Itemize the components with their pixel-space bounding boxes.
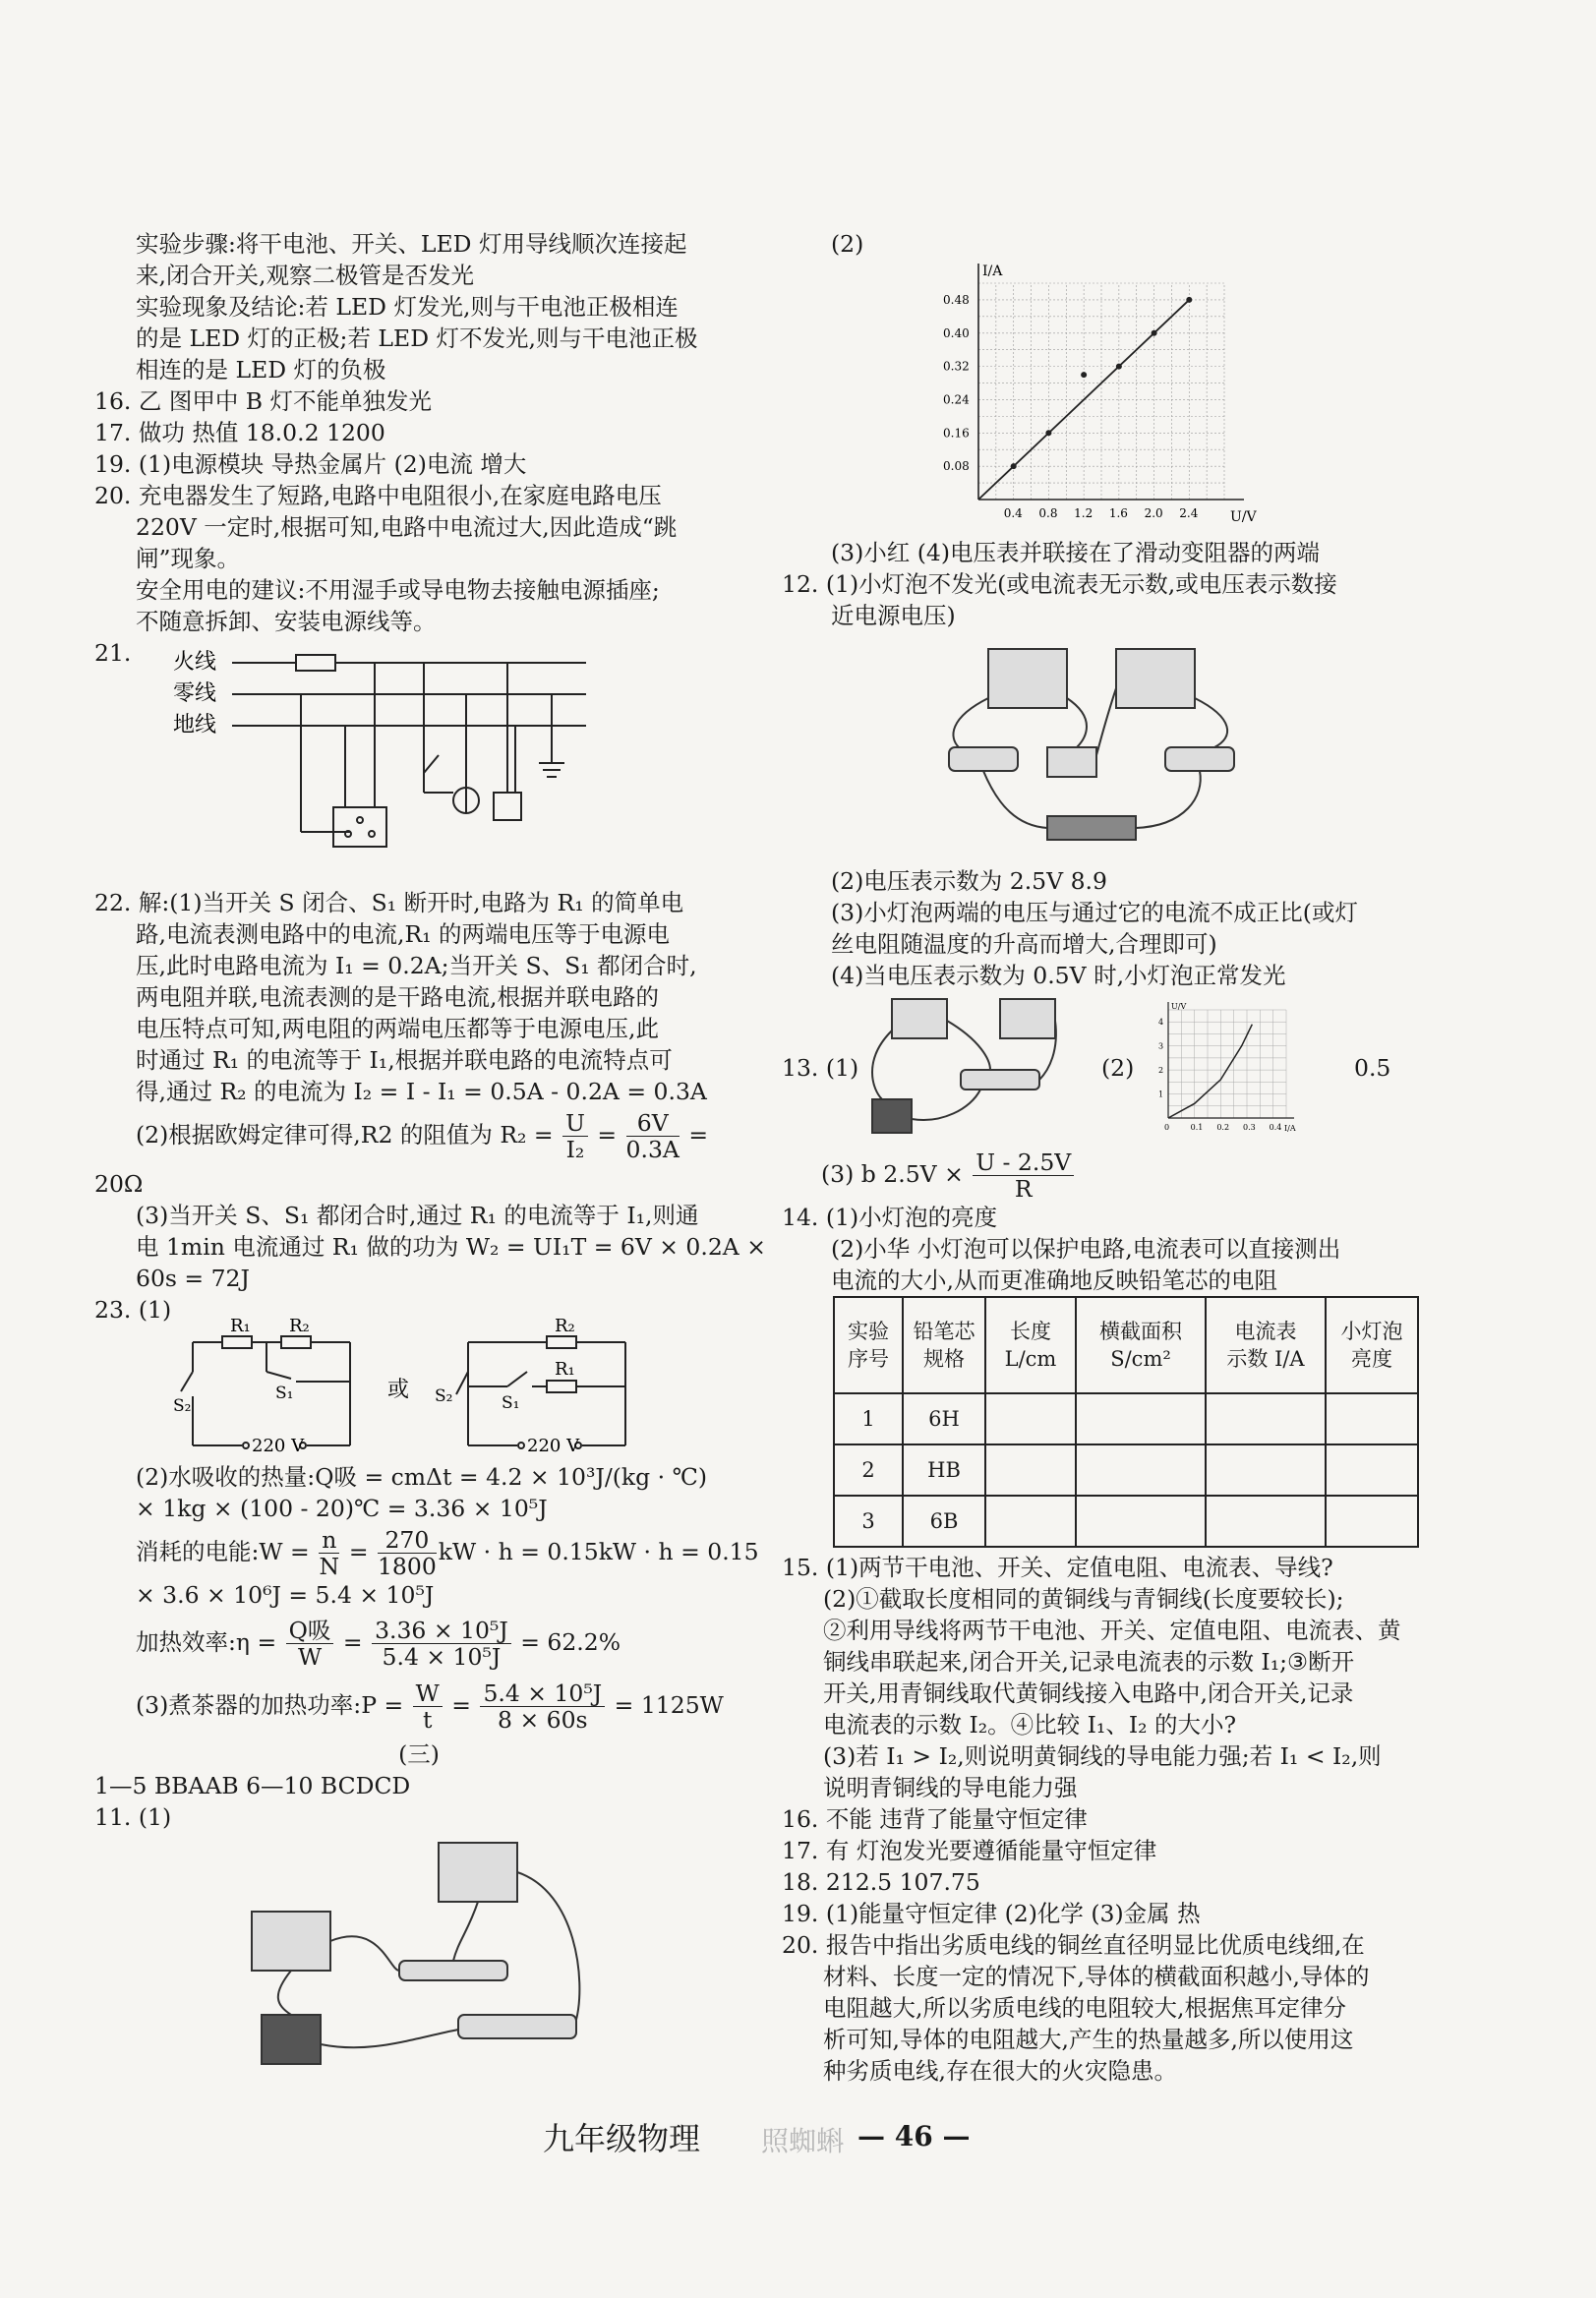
x-tick-label: 2.0 xyxy=(1144,506,1163,520)
energy-formula: 消耗的电能:W = $\frac{n}{N}$ = $\frac{270}{1800}$ kW · h = 0.15kW · h = 0.15 xyxy=(136,1526,759,1580)
text-line: 近电源电压) xyxy=(831,602,956,629)
voltage-current-chart xyxy=(1151,995,1298,1135)
r1-label: R₁ xyxy=(230,1318,251,1336)
data-point xyxy=(1011,463,1017,469)
r2-label: R₂ xyxy=(289,1318,310,1336)
table-row: 2 HB xyxy=(834,1444,1418,1496)
answer-22: 22. 解:(1)当开关 S 闭合、S₁ 断开时,电路为 R₁ 的简单电 xyxy=(94,889,684,916)
s2-label: S₂ xyxy=(435,1386,453,1406)
answer-17: 17. 做功 热值 18.0.2 1200 xyxy=(94,419,385,446)
header-area: 横截面积 S/cm² xyxy=(1076,1297,1206,1393)
r1-label: R₁ xyxy=(555,1359,575,1380)
header-brightness: 小灯泡 亮度 xyxy=(1326,1297,1418,1393)
wiring-diagram xyxy=(153,645,704,861)
answer-13-2-value: 0.5 xyxy=(1354,1054,1391,1082)
text-line: 60s = 72J xyxy=(136,1265,250,1292)
table-row: 1 6H xyxy=(834,1393,1418,1444)
header-length: 长度 L/cm xyxy=(985,1297,1076,1393)
formula-13-3: (3) b 2.5V × $\frac{U - 2.5V}{R}$ xyxy=(821,1147,1421,1202)
text-line: 220V 一定时,根据可知,电路中电流过大,因此造成“跳 xyxy=(136,513,678,541)
y-tick-label: 0.32 xyxy=(943,359,970,374)
data-point xyxy=(1045,430,1051,436)
text-line: 丝电阻随温度的升高而增大,合理即可) xyxy=(831,930,1217,958)
y-tick-label: 0.40 xyxy=(943,325,970,340)
x-tick-label: 0.2 xyxy=(1216,1123,1230,1132)
table-header-row xyxy=(834,1297,1418,1393)
s2-label: S₂ xyxy=(173,1396,192,1416)
text-line: (2)电压表示数为 2.5V 8.9 xyxy=(831,867,1107,895)
text-line: 时通过 R₁ 的电流等于 I₁,根据并联电路的电流特点可 xyxy=(136,1046,673,1074)
answer-14: 14. (1)小灯泡的亮度 xyxy=(782,1204,998,1231)
bleed-through-text: 照蜘蝌 xyxy=(761,2125,845,2157)
text-line: (3)若 I₁ > I₂,则说明黄铜线的导电能力强;若 I₁ < I₂,则 xyxy=(823,1742,1382,1770)
apparatus-photo-13 xyxy=(862,991,1059,1139)
or-label: 或 xyxy=(387,1378,410,1402)
live-wire-label: 火线 xyxy=(173,650,217,675)
text-line: 闸”现象。 xyxy=(136,545,241,572)
x-tick-label: 1.2 xyxy=(1074,506,1094,520)
s1-label: S₁ xyxy=(275,1384,294,1403)
answer-17: 17. 有 灯泡发光要遵循能量守恒定律 xyxy=(782,1837,1157,1864)
text-line: 得,通过 R₂ 的电流为 I₂ = I - I₁ = 0.5A - 0.2A = 0.3A xyxy=(136,1078,707,1105)
answer-12: 12. (1)小灯泡不发光(或电流表无示数,或电压表示数接 xyxy=(782,570,1337,598)
text-line: × 1kg × (100 - 20)℃ = 3.36 × 10⁵J xyxy=(136,1495,548,1522)
text-line: 电压特点可知,两电阻的两端电压都等于电源电压,此 xyxy=(136,1015,659,1042)
s1-label: S₁ xyxy=(502,1393,520,1413)
x-tick-label: 0.4 xyxy=(1003,506,1023,520)
text-line: 电流表的示数 I₂。④比较 I₁、I₂ 的大小? xyxy=(823,1711,1237,1738)
ohm-formula: (2)根据欧姆定律可得,R2 的阻值为 R₂ = $\frac{U}{\text{I₂}}$ = $\frac{6V}{0.3A}$ = xyxy=(136,1109,709,1163)
answer-21-label: 21. xyxy=(94,639,132,667)
answer-19: 19. (1)能量守恒定律 (2)化学 (3)金属 热 xyxy=(782,1900,1201,1927)
text-line: 相连的是 LED 灯的负极 xyxy=(136,356,386,383)
voltage-label: 220 V xyxy=(252,1436,305,1455)
meters-photo xyxy=(939,639,1273,855)
apparatus-photo xyxy=(232,1833,645,2079)
text-line: (2)水吸收的热量:Q吸 = cmΔt = 4.2 × 10³J/(kg · ℃) xyxy=(136,1463,708,1491)
header-trial: 实验 序号 xyxy=(834,1297,903,1393)
text-line: 电 1min 电流通过 R₁ 做的功为 W₂ = UI₁T = 6V × 0.2A × xyxy=(136,1233,766,1261)
y-tick-label: 2 xyxy=(1158,1066,1164,1076)
text-line: 铜线串联起来,闭合开关,记录电流表的示数 I₁;③断开 xyxy=(823,1648,1355,1676)
efficiency-formula: 加热效率:η = $\frac{\text{Q吸}}{W}$ = $\frac{\text{3.36 × 10⁵J}}{\text{5.4 × 10⁵J}}$ = 62.2% xyxy=(136,1617,621,1671)
text-line: × 3.6 × 10⁶J = 5.4 × 10⁵J xyxy=(136,1581,435,1609)
curve xyxy=(1168,1025,1252,1118)
text-line: 不随意拆卸、安装电源线等。 xyxy=(136,608,437,635)
neutral-wire-label: 零线 xyxy=(173,681,217,706)
answer-23-label: 23. (1) xyxy=(94,1296,172,1324)
answer-11-label: 11. (1) xyxy=(94,1803,172,1831)
text-line: (4)当电压表示数为 0.5V 时,小灯泡正常发光 xyxy=(831,962,1286,989)
text-line: 的是 LED 灯的正极;若 LED 灯不发光,则与干电池正极 xyxy=(136,324,698,352)
pencil-lead-table xyxy=(833,1296,1419,1548)
data-point xyxy=(1081,372,1087,378)
text-line: (2)小华 小灯泡可以保护电路,电流表可以直接测出 xyxy=(831,1235,1341,1263)
answer-20: 20. 报告中指出劣质电线的铜丝直径明显比优质电线细,在 xyxy=(782,1931,1365,1959)
text-line: 说明青铜线的导电能力强 xyxy=(823,1774,1078,1801)
text-line: 压,此时电路电流为 I₁ = 0.2A;当开关 S、S₁ 都闭合时, xyxy=(136,952,697,979)
y-tick-label: 4 xyxy=(1158,1018,1164,1028)
answer-19: 19. (1)电源模块 导热金属片 (2)电流 增大 xyxy=(94,450,527,478)
answer-13 xyxy=(782,991,1421,1139)
multiple-choice-answers: 1—5 BBAAB 6—10 BCDCD xyxy=(94,1772,411,1799)
x-tick-label: 0.8 xyxy=(1038,506,1058,520)
text-line: 来,闭合开关,观察二极管是否发光 xyxy=(136,262,474,289)
right-column xyxy=(782,228,1421,2087)
y-axis-label: I/A xyxy=(982,264,1003,279)
answer-16: 16. 乙 图甲中 B 灯不能单独发光 xyxy=(94,387,433,415)
text-line: (3)小灯泡两端的电压与通过它的电流不成正比(或灯 xyxy=(831,899,1358,926)
text-line: 路,电流表测电路中的电流,R₁ 的两端电压等于电源电 xyxy=(136,920,671,948)
answer-16: 16. 不能 违背了能量守恒定律 xyxy=(782,1805,1088,1833)
text-line: 安全用电的建议:不用湿手或导电物去接触电源插座; xyxy=(136,576,660,604)
text-line: 两电阻并联,电流表测的是干路电流,根据并联电路的 xyxy=(136,983,659,1011)
answer-13-label: 13. (1) xyxy=(782,1054,859,1082)
data-point xyxy=(1152,330,1157,336)
ohm-result: 20Ω xyxy=(94,1170,144,1198)
y-tick-label: 3 xyxy=(1158,1041,1164,1051)
data-point xyxy=(1186,297,1192,303)
x-tick-label: 0.1 xyxy=(1190,1123,1204,1132)
left-column xyxy=(94,228,766,2079)
y-tick-label: 0.48 xyxy=(943,292,970,307)
voltage-label: 220 V xyxy=(527,1436,580,1455)
text-line: 析可知,导体的电阻越大,产生的热量越多,所以使用这 xyxy=(823,2026,1354,2053)
text-line: 开关,用青铜线取代黄铜线接入电路中,闭合开关,记录 xyxy=(823,1679,1354,1707)
answer-15: 15. (1)两节干电池、开关、定值电阻、电流表、导线? xyxy=(782,1554,1333,1581)
data-point xyxy=(1116,364,1122,370)
part-2-label: (2) xyxy=(1101,1054,1135,1082)
text-line: 实验现象及结论:若 LED 灯发光,则与干电池正极相连 xyxy=(136,293,679,321)
y-axis-label: U/V xyxy=(1171,1002,1187,1011)
text-line: 电流的大小,从而更准确地反映铅笔芯的电阻 xyxy=(831,1267,1277,1294)
text-line: (3)当开关 S、S₁ 都闭合时,通过 R₁ 的电流等于 I₁,则通 xyxy=(136,1202,699,1229)
book-title: 九年级物理 xyxy=(543,2120,701,2157)
text-line: 实验步骤:将干电池、开关、LED 灯用导线顺次连接起 xyxy=(136,230,687,258)
answer-20: 20. 充电器发生了短路,电路中电阻很小,在家庭电路电压 xyxy=(94,482,662,509)
r2-label: R₂ xyxy=(555,1318,575,1336)
x-tick-label: 0 xyxy=(1164,1123,1170,1132)
page-number: — 46 — xyxy=(857,2120,971,2152)
text-line: 电阻越大,所以劣质电线的电阻较大,根据焦耳定律分 xyxy=(823,1994,1346,2022)
x-tick-label: 0.3 xyxy=(1243,1123,1256,1132)
section-heading: (三) xyxy=(398,1740,440,1768)
x-tick-label: 2.4 xyxy=(1179,506,1199,520)
answer-11-3-4: (3)小红 (4)电压表并联接在了滑动变阻器的两端 xyxy=(831,539,1321,566)
y-tick-label: 1 xyxy=(1158,1090,1164,1099)
ground-wire-label: 地线 xyxy=(173,713,217,737)
answer-18: 18. 212.5 107.75 xyxy=(782,1868,980,1896)
x-axis-label: I/A xyxy=(1284,1124,1296,1133)
x-tick-label: 0.4 xyxy=(1269,1123,1282,1132)
header-lead-spec: 铅笔芯 规格 xyxy=(903,1297,985,1393)
text-line: (2)①截取长度相同的黄铜线与青铜线(长度要较长); xyxy=(823,1585,1344,1613)
y-tick-label: 0.24 xyxy=(943,392,970,407)
x-tick-label: 1.6 xyxy=(1108,506,1128,520)
table-row: 3 6B xyxy=(834,1496,1418,1547)
y-tick-label: 0.08 xyxy=(943,459,970,474)
y-tick-label: 0.16 xyxy=(943,426,970,441)
power-formula: (3)煮茶器的加热功率:P = $\frac{W}{t}$ = $\frac{\text{5.4 × 10⁵J}}{8 \times 60s}$ = 1125W xyxy=(136,1679,724,1734)
current-voltage-chart xyxy=(939,254,1273,529)
text-line: 种劣质电线,存在很大的火灾隐患。 xyxy=(823,2057,1177,2085)
text-line: 材料、长度一定的情况下,导体的横截面积越小,导体的 xyxy=(823,1963,1370,1990)
text-line: ②利用导线将两节干电池、开关、定值电阻、电流表、黄 xyxy=(823,1617,1401,1644)
heater-circuits xyxy=(173,1318,724,1455)
part-2-label: (2) xyxy=(831,230,864,258)
header-current: 电流表 示数 I/A xyxy=(1206,1297,1326,1393)
x-axis-label: U/V xyxy=(1230,509,1257,525)
